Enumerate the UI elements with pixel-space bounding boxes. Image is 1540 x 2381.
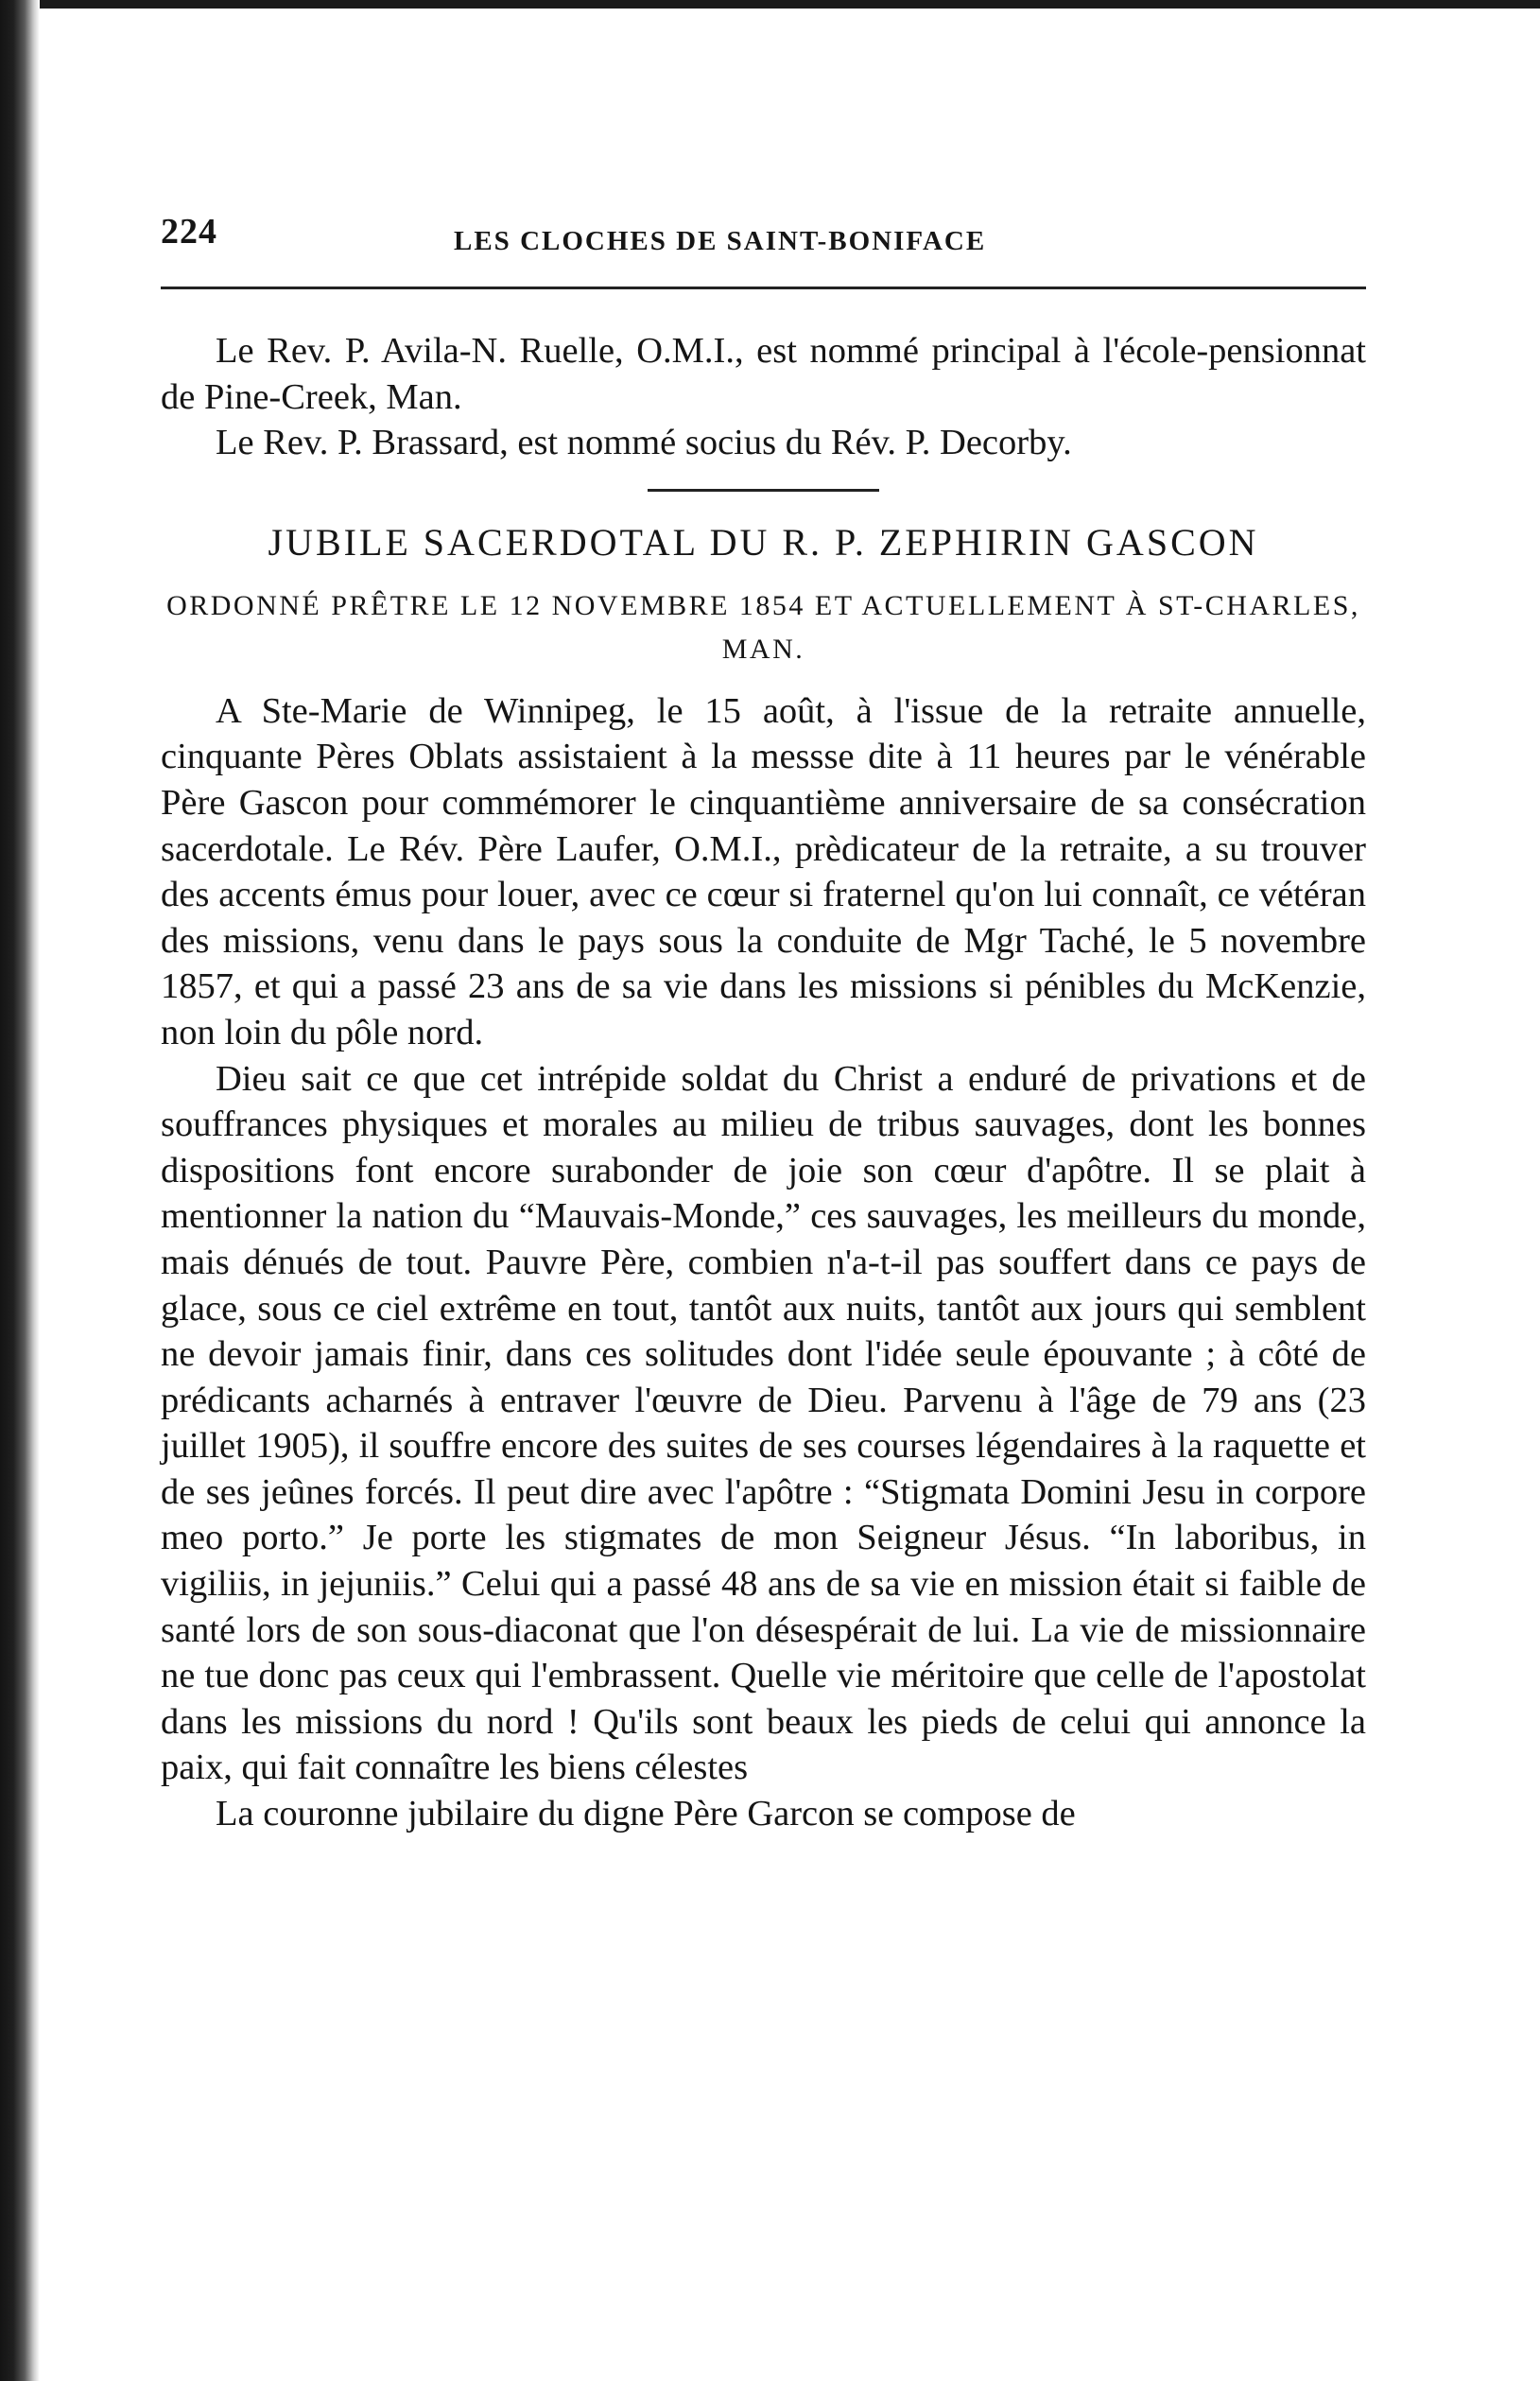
article-paragraph: A Ste-Marie de Winnipeg, le 15 août, à l'issue de la retraite annuelle, cinquante Pères Oblats assistaient à la messse dite à 11 heures par le vénérable Père Gascon pour commémorer le cinquantième anniversaire de sa consécration sacerdotale. Le Rév. Père Laufer, O.M.I., prèdicateur de la retraite, a su trouver des accents émus pour louer, avec ce cœur si fraternel qu'on lui connaît, ce vétéran des missions, venu dans le pays sous la conduite de Mgr Taché, le 5 novembre 1857, et qui a passé 23 ans de sa vie dans les missions si pénibles du McKenzie, non loin du pôle nord. bbox=[161, 690, 1366, 1052]
article-subtitle: ORDONNÉ PRÊTRE LE 12 NOVEMBRE 1854 ET ACTUELLEMENT À ST-CHARLES, MAN. bbox=[166, 589, 1360, 665]
page-body bbox=[161, 328, 1366, 1837]
notice-brassard: Le Rev. P. Brassard, est nommé socius du Rév. P. Decorby. bbox=[216, 423, 1072, 463]
running-title: LES CLOCHES DE SAINT-BONIFACE bbox=[454, 226, 987, 256]
notice-ruelle: Le Rev. P. Avila-N. Ruelle, O.M.I., est nommé principal à l'école-pensionnat de Pine-Creek, Man. bbox=[161, 331, 1366, 417]
header-rule bbox=[161, 287, 1366, 289]
running-head bbox=[161, 203, 1366, 269]
scan-top-edge bbox=[0, 0, 1540, 9]
section-divider bbox=[648, 489, 879, 492]
page-number: 224 bbox=[161, 212, 217, 252]
book-page bbox=[161, 203, 1366, 1837]
article-paragraph: La couronne jubilaire du digne Père Garcon se compose de bbox=[216, 1794, 1076, 1834]
article-title: JUBILE SACERDOTAL DU R. P. ZEPHIRIN GASCON bbox=[268, 520, 1259, 564]
article-paragraph: Dieu sait ce que cet intrépide soldat du Christ a enduré de privations et de souffrances physiques et morales au milieu de tribus sauvages, dont les bonnes dispositions font encore surabonder de joie son cœur d'apôtre. Il se plait à mentionner la nation du “Mauvais-Monde,” ces sauvages, les meilleurs du monde, mais dénués de tout. Pauvre Père, combien n'a-t-il pas souffert dans ce pays de glace, sous ce ciel extrême en tout, tantôt aux nuits, tantôt aux jours qui semblent ne devoir jamais finir, dans ces solitudes dont l'idée seule épouvante ; à côté de prédicants acharnés à entraver l'œuvre de Dieu. Parvenu à l'âge de 79 ans (23 juillet 1905), il souffre encore des suites de ses courses légendaires à la raquette et de ses jeûnes forcés. Il peut dire avec l'apôtre : “Stigmata Domini Jesu in corpore meo porto.” Je porte les stigmates de mon Seigneur Jésus. “In laboribus, in vigiliis, in jejuniis.” Celui qui a passé 48 ans de sa vie en mission était si faible de santé lors de son sous-diaconat que l'on désespérait de lui. La vie de missionnaire ne tue donc pas ceux qui l'embrassent. Quelle vie méritoire que celle de l'apostolat dans les missions du nord ! Qu'ils sont beaux les pieds de celui qui annonce la paix, qui fait connaître les biens célestes bbox=[161, 1058, 1366, 1788]
scan-binding-shadow bbox=[0, 0, 40, 2381]
